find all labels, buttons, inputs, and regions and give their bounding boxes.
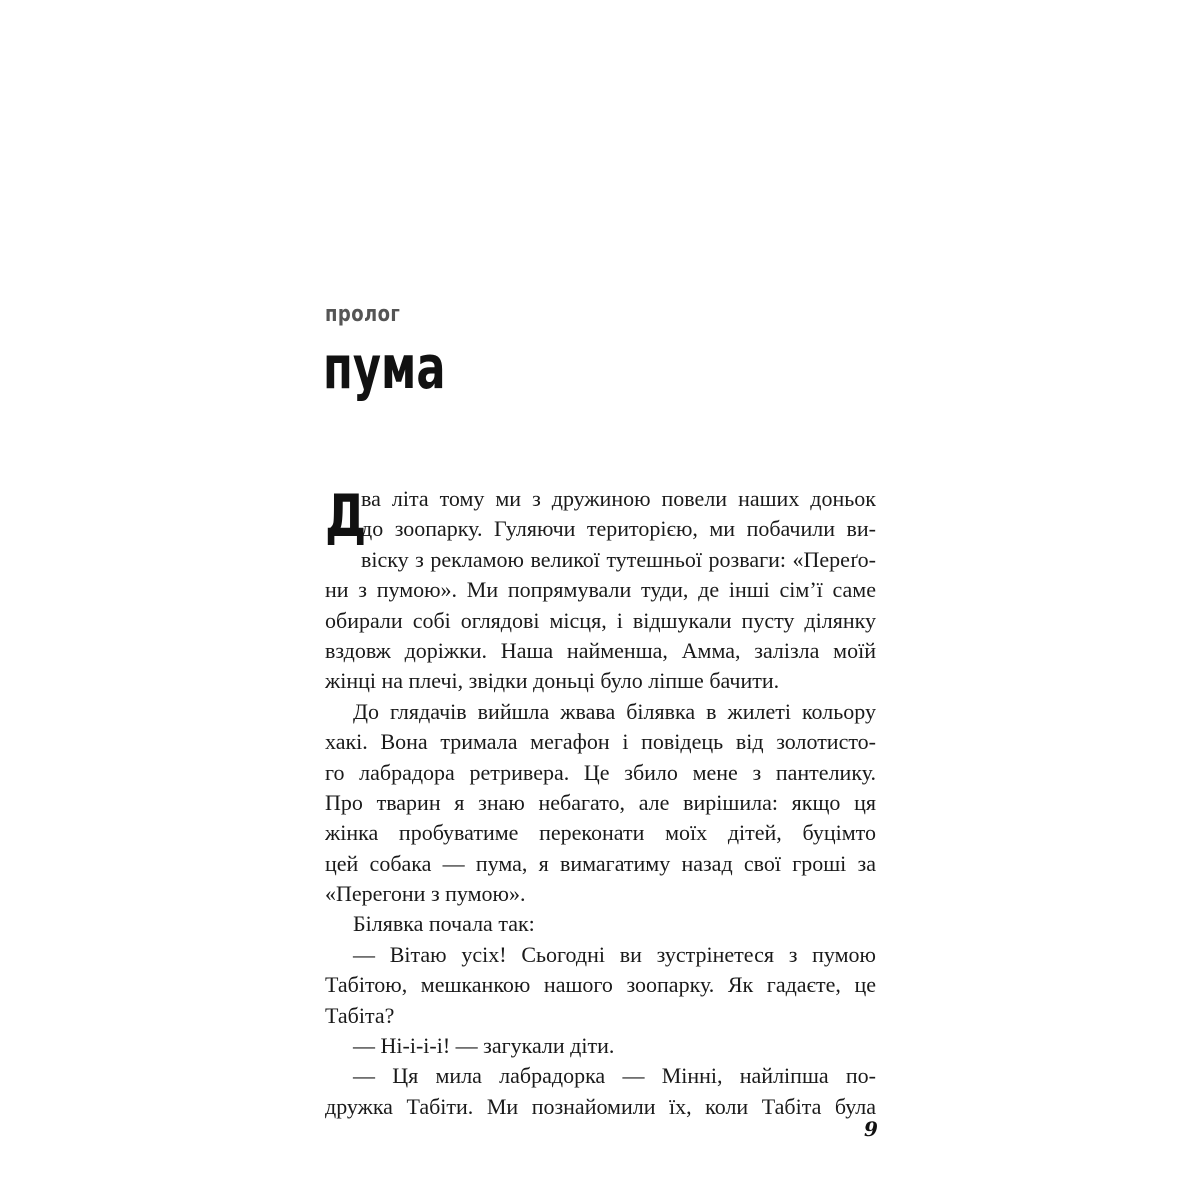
- text-line: ни з пумою». Ми попрямували туди, де інші сім’ї саме: [325, 577, 876, 603]
- text-line: обирали собі оглядові місця, і відшукали пусту ділянку: [325, 607, 876, 633]
- text-line: Табітою, мешканкою нашого зоопарку. Як гадаєте, це: [325, 972, 876, 998]
- text-line: хакі. Вона тримала мегафон і повідець від золотисто-: [325, 729, 876, 755]
- text-line: — Вітаю усіх! Сьогодні ви зустрінетеся з пумою: [353, 941, 876, 967]
- text-line: го лабрадора ретривера. Це збило мене з пантелику.: [325, 759, 876, 785]
- drop-cap: Д: [325, 482, 367, 550]
- body-text: [325, 484, 876, 1122]
- text-line: До глядачів вийшла жвава білявка в жилеті кольору: [353, 698, 876, 724]
- text-line: «Перегони з пумою».: [325, 881, 526, 907]
- text-line: жінці на плечі, звідки доньці було ліпше бачити.: [325, 668, 780, 694]
- chapter-title: пума: [323, 333, 446, 403]
- text-line: жінка пробуватиме переконати моїх дітей, буцімто: [325, 820, 876, 846]
- text-line: Білявка почала так:: [353, 911, 535, 937]
- text-line: вздовж доріжки. Наша найменша, Амма, залізла моїй: [325, 637, 876, 663]
- text-line: — Ця мила лабрадорка — Мінні, найліпша по-: [353, 1063, 876, 1089]
- text-line: до зоопарку. Гуляючи територією, ми побачили ви-: [361, 516, 876, 542]
- text-line: віску з рекламою великої тутешньої розваги: «Переґо-: [361, 546, 876, 572]
- text-line: Про тварин я знаю небагато, але вирішила: якщо ця: [325, 789, 876, 815]
- chapter-label: пролог: [325, 302, 401, 327]
- text-line: дружка Табіти. Ми познайомили їх, коли Табіта була: [325, 1093, 876, 1119]
- text-line: Табіта?: [325, 1002, 395, 1028]
- text-line: — Ні-і-і-і! — загукали діти.: [353, 1033, 615, 1059]
- page-number: 9: [864, 1117, 878, 1141]
- text-line: цей собака — пума, я вимагатиму назад свої гроші за: [325, 850, 876, 876]
- text-line: ва літа тому ми з дружиною повели наших доньок: [361, 486, 876, 511]
